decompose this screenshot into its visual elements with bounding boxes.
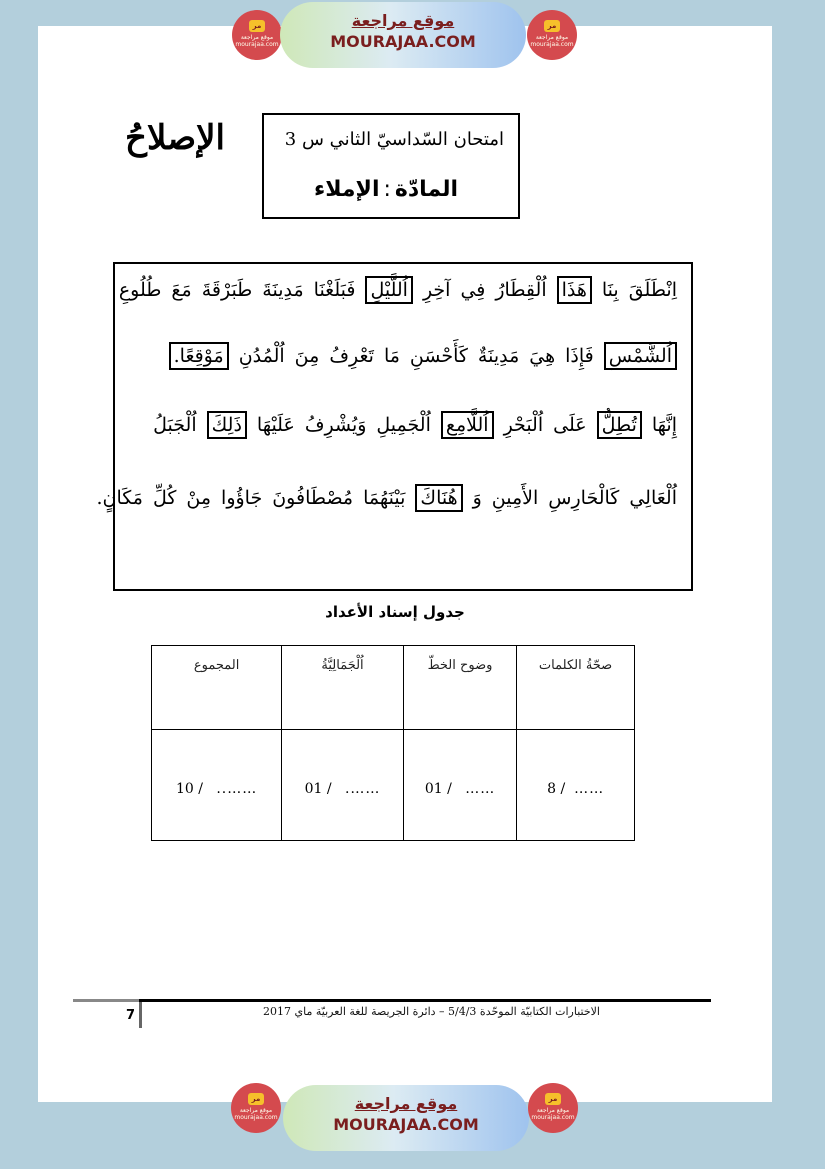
passage-word: مَدِينَةَ bbox=[262, 279, 304, 301]
boxed-word: مَوْقِعًا. bbox=[169, 342, 229, 370]
passage-word: مُصْطَافُونَ bbox=[272, 487, 354, 509]
passage-word: طَبَرْقَةَ bbox=[201, 279, 253, 301]
logo-badge: مر bbox=[249, 20, 265, 32]
site-banner-top[interactable] bbox=[280, 2, 526, 68]
passage-word: جَاؤُوا bbox=[221, 487, 263, 509]
footer-rule bbox=[73, 999, 711, 1002]
subject-label: المادّة bbox=[394, 177, 458, 202]
passage-word: كُلِّ bbox=[152, 487, 177, 509]
dictation-passage-box bbox=[96, 262, 693, 591]
boxed-word: اُلشَّمْسِ bbox=[604, 342, 677, 370]
header-word-accuracy: صحّةُ الكلمات bbox=[517, 646, 635, 730]
passage-word: كَالْحَارِسِ bbox=[548, 487, 620, 509]
site-name-en[interactable]: MOURAJAA.COM bbox=[330, 32, 476, 51]
exam-title: امتحان السّداسيّ الثاني س 3 bbox=[284, 129, 504, 150]
passage-word: عَلَى bbox=[553, 414, 587, 436]
score-cell-aesthetics[interactable]: ……. / 01 bbox=[282, 730, 404, 841]
passage-word: آخِرِ bbox=[422, 279, 451, 301]
boxed-word: اُللَّامِعِ bbox=[441, 411, 494, 439]
passage-word: تَعْرِفُ bbox=[329, 345, 374, 367]
score-cell-word-accuracy[interactable]: …… / 8 bbox=[517, 730, 635, 841]
passage-word: اُلْبَحْرِ bbox=[503, 414, 544, 436]
page-number: 7 bbox=[126, 1008, 136, 1023]
passage-word: عَلَيْهَا bbox=[256, 414, 295, 436]
passage-word: اُلْجَمِيلِ bbox=[376, 414, 431, 436]
score-table bbox=[151, 645, 635, 841]
boxed-word: هُنَاكَ bbox=[415, 484, 462, 512]
passage-line bbox=[159, 342, 677, 370]
passage-word: اُلْجَبَلُ bbox=[153, 414, 197, 436]
passage-word: فَبَلَغْنَا bbox=[313, 279, 356, 301]
passage-word: مِنَ bbox=[294, 345, 320, 367]
score-table-title: جدول إسناد الأعداد bbox=[325, 603, 465, 621]
passage-word: اُلْمُدُنِ bbox=[238, 345, 285, 367]
footer-text: الاختبارات الكتابيّة الموحّدة 5/4/3 – دائرة الجريصة للغة العربيّة ماي 2017 bbox=[263, 1005, 600, 1018]
passage-word: اُلْقِطَارُ bbox=[495, 279, 547, 301]
table-row bbox=[152, 730, 635, 841]
passage-word: كَأَحْسَنِ bbox=[409, 345, 468, 367]
site-logo-right-bottom[interactable]: مر موقع مراجعة mourajaa.com bbox=[528, 1083, 578, 1133]
site-logo-right-top[interactable]: مر موقع مراجعة mourajaa.com bbox=[527, 10, 577, 60]
page-number-divider bbox=[139, 1002, 142, 1028]
site-name-ar[interactable]: موقع مراجعة bbox=[351, 11, 455, 30]
score-cell-handwriting[interactable]: …… / 01 bbox=[403, 730, 516, 841]
correction-title: الإصلاحُ bbox=[125, 118, 225, 158]
passage-word: مِنْ bbox=[186, 487, 212, 509]
passage-word: بِنَا bbox=[601, 279, 619, 301]
passage-word: طُلُوعِ bbox=[118, 279, 162, 301]
site-logo-left-top[interactable]: مر موقع مراجعة mourajaa.com bbox=[232, 10, 282, 60]
header-total: المجموع bbox=[152, 646, 282, 730]
boxed-word: ذَلِكَ bbox=[207, 411, 247, 439]
passage-word: وَيُشْرِفُ bbox=[304, 414, 367, 436]
passage-word: مَكَانٍ. bbox=[96, 487, 143, 509]
subject-value: الإملاء bbox=[313, 177, 380, 202]
passage-word: إِنَّهَا bbox=[651, 414, 677, 436]
passage-line bbox=[143, 411, 677, 439]
header-aesthetics: اُلْجَمَالِيَّةُ bbox=[282, 646, 404, 730]
subject-line: المادّة:الإملاء bbox=[313, 177, 458, 202]
passage-word: اُلْعَالِي bbox=[629, 487, 677, 509]
boxed-word: هَذَا bbox=[557, 276, 592, 304]
passage-word: اِنْطَلَقَ bbox=[628, 279, 677, 301]
passage-line bbox=[87, 484, 677, 512]
passage-word: مَا bbox=[383, 345, 400, 367]
boxed-word: تُطِلُّ bbox=[597, 411, 642, 439]
table-header-row bbox=[152, 646, 635, 730]
score-cell-total[interactable]: …….. / 10 bbox=[152, 730, 282, 841]
exam-info-box bbox=[262, 113, 520, 219]
site-name-ar[interactable]: موقع مراجعة bbox=[354, 1094, 458, 1113]
site-banner-bottom[interactable] bbox=[283, 1085, 529, 1151]
passage-word: هِيَ bbox=[529, 345, 556, 367]
site-logo-left-bottom[interactable]: مر موقع مراجعة mourajaa.com bbox=[231, 1083, 281, 1133]
passage-word: فِي bbox=[460, 279, 486, 301]
passage-word: مَدِينَةٌ bbox=[477, 345, 520, 367]
passage-word: وَ bbox=[472, 487, 482, 509]
site-name-en[interactable]: MOURAJAA.COM bbox=[333, 1115, 479, 1134]
passage-word: مَعَ bbox=[171, 279, 192, 301]
header-handwriting-clarity: وضوح الخطّ bbox=[403, 646, 516, 730]
passage-word: فَإِذَا bbox=[565, 345, 594, 367]
passage-line bbox=[109, 276, 677, 304]
passage-word: الأَمِينِ bbox=[491, 487, 539, 509]
passage-word: بَيْنَهُمَا bbox=[363, 487, 406, 509]
boxed-word: اُللَّيْلِ bbox=[365, 276, 412, 304]
